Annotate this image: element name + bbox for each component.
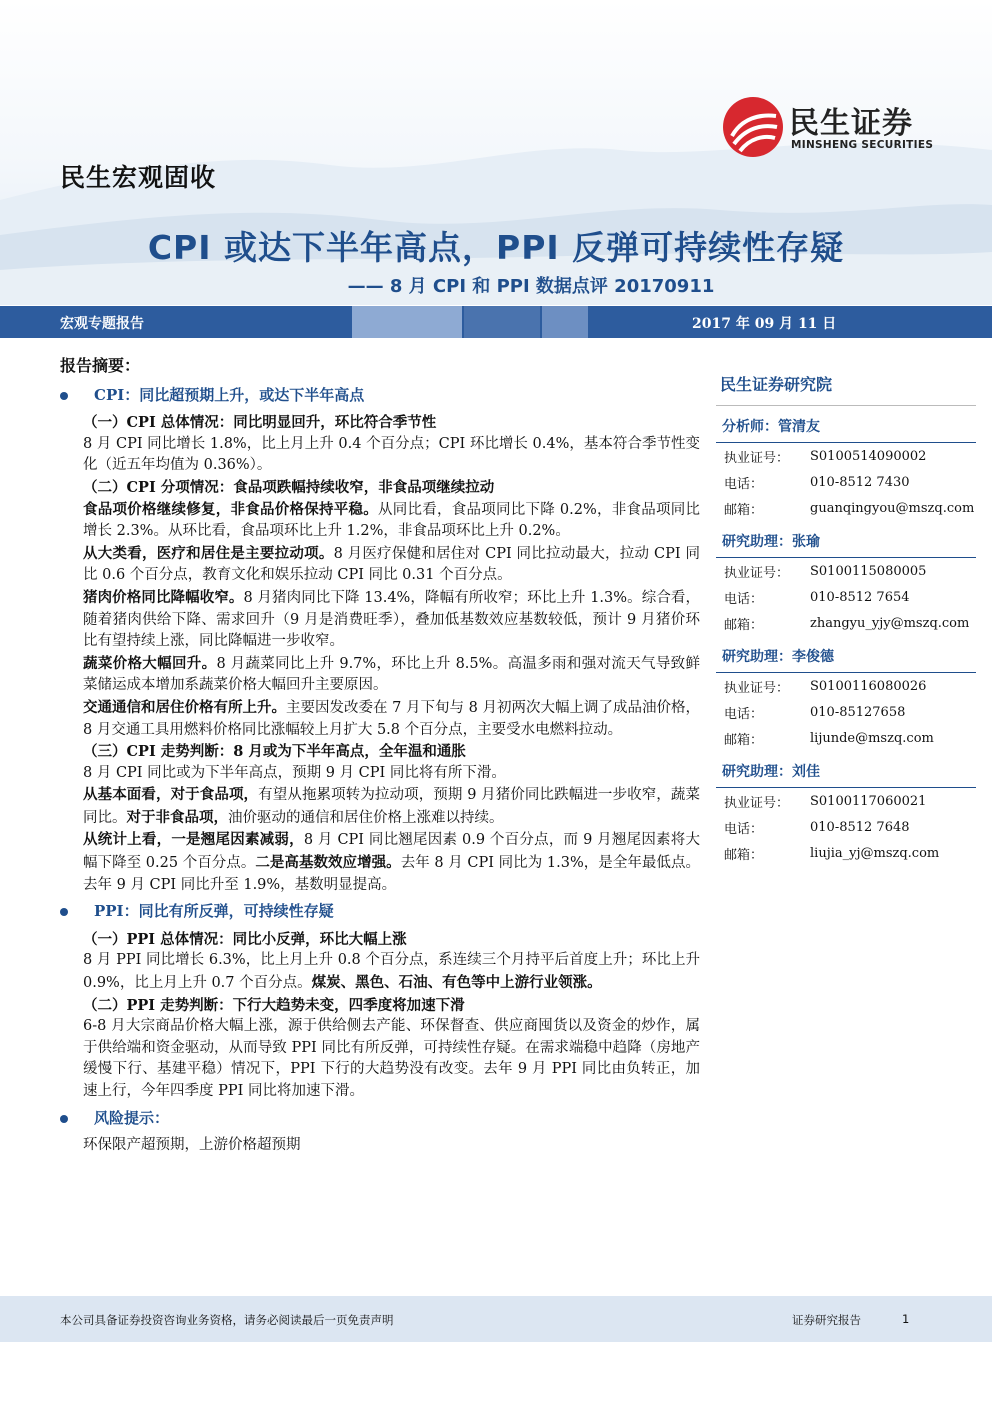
analyst-phone: 电话： 010-85127658: [724, 704, 906, 722]
risk-section-heading: [60, 1108, 700, 1130]
risk-heading-text: 风险提示：: [94, 1108, 170, 1127]
bullet-icon: [60, 392, 68, 400]
ppi-paragraph-1: 8 月 PPI 同比增长 6.3%，比上月上升 0.8 个百分点，系连续三个月持平后首度上升；环比上升 0.9%，比上月上升 0.7 个百分点。煤炭、黑色、石油、有色等中上游行业领涨。: [83, 952, 700, 992]
page-number: 1: [902, 1312, 910, 1326]
ppi-paragraph-2: 6-8 月大宗商品价格大幅上涨，源于供给侧去产能、环保督查、供应商囤货以及资金的炒作，属于供给端和资金驱动，从而导致 PPI 同比有所反弹，可持续性存疑。在需求端稳中趋降（房地产缓慢下行、基建平稳）情况下，PPI 下行的大趋势没有改变。去年 9 月 PPI 同比由负转正，加速上行，今年四季度 PPI 同比将加速下滑。: [83, 1018, 700, 1099]
ppi-subheading-2: （二）PPI 走势判断：下行大趋势未变，四季度将加速下滑: [83, 996, 465, 1014]
report-date: 2017 年 09 月 11 日: [692, 316, 837, 332]
analyst-cert: 执业证号： S0100514090002: [724, 448, 927, 466]
analyst-cert: 执业证号： S0100116080026: [724, 678, 927, 696]
cpi-paragraph-6: 交通通信和居住价格有所上升。主要因发改委在 7 月下旬与 8 月初两次大幅上调了成品油价格，8 月交通工具用燃料价格同比涨幅较上月扩大 5.8 个百分点，主要受水电燃料拉动。: [83, 698, 701, 738]
company-logo: [722, 96, 962, 160]
footer-disclaimer: 本公司具备证券投资咨询业务资格，请务必阅读最后一页免责声明: [60, 1313, 394, 1327]
logo-emblem-icon: [722, 96, 784, 158]
logo-name-cn: 民生证券: [789, 106, 913, 141]
ppi-section-heading: [60, 901, 700, 923]
brand-title: 民生宏观固收: [60, 163, 217, 192]
cpi-subheading-1: （一）CPI 总体情况：同比明显回升，环比符合季节性: [83, 414, 437, 432]
cpi-paragraph-5: 蔬菜价格大幅回升。8 月蔬菜同比上升 9.7%，环比上升 8.5%。高温多雨和强对流天气导致鲜菜储运成本增加系蔬菜价格大幅回升主要原因。: [83, 654, 700, 694]
report-subtitle: —— 8 月 CPI 和 PPI 数据点评 20170911: [347, 276, 715, 297]
cpi-paragraph-1: 8 月 CPI 同比增长 1.8%，比上月上升 0.4 个百分点；CPI 环比增长 0.4%，基本符合季节性变化（近五年均值为 0.36%）。: [83, 435, 700, 474]
cpi-paragraph-7: 8 月 CPI 同比或为下半年高点，预期 9 月 CPI 同比将有所下滑。: [83, 764, 506, 781]
analyst-name: 研究助理：刘佳: [716, 751, 976, 788]
analyst-phone: 电话： 010-8512 7648: [724, 819, 910, 837]
analyst-name: 研究助理：张瑜: [716, 521, 976, 558]
analyst-sidebar: [716, 358, 976, 866]
cpi-section-heading: [60, 385, 700, 407]
cpi-paragraph-8: 从基本面看，对于食品项，有望从拖累项转为拉动项，预期 9 月猪价同比跌幅进一步收窄，蔬菜同比。对于非食品项，油价驱动的通信和居住价格上涨难以持续。: [83, 786, 700, 826]
report-type: 宏观专题报告: [60, 316, 144, 332]
cpi-paragraph-4: 猪肉价格同比降幅收窄。8 月猪肉同比下降 13.4%，降幅有所收窄；环比上升 1.3%。综合看，随着猪肉供给下降、需求回升（9 月是消费旺季），叠加低基数效应基数较低，预计 9 月猪价环比有望持续上涨，同比降幅进一步收窄。: [83, 588, 700, 650]
risk-text: 环保限产超预期，上游价格超预期: [83, 1137, 301, 1154]
report-title: CPI 或达下半年高点，PPI 反弹可持续性存疑: [147, 228, 845, 267]
analyst-email[interactable]: 邮箱： lijunde@mszq.com: [724, 730, 934, 748]
bullet-icon: [60, 1115, 68, 1123]
analyst-name: 研究助理：李俊德: [716, 636, 976, 673]
cpi-paragraph-2: 食品项价格继续修复，非食品价格保持平稳。从同比看，食品项同比下降 0.2%，非食品项同比增长 2.3%。从环比看，食品项环比上升 1.2%，非食品项环比上升 0.2%。: [83, 500, 700, 540]
analyst-phone: 电话： 010-8512 7430: [724, 474, 910, 492]
analyst-block: [716, 521, 976, 636]
info-bar-segment: [464, 306, 540, 338]
analyst-block: [716, 406, 976, 521]
cpi-subheading-3: （三）CPI 走势判断：8 月或为下半年高点，全年温和通胀: [83, 743, 466, 761]
abstract-label: 报告摘要：: [60, 356, 141, 375]
analyst-cert: 执业证号： S0100117060021: [724, 793, 927, 811]
info-bar-segment: [542, 306, 588, 338]
analyst-cert: 执业证号： S0100115080005: [724, 563, 927, 581]
bullet-icon: [60, 908, 68, 916]
ppi-heading-text: PPI：同比有所反弹，可持续性存疑: [94, 902, 334, 921]
analyst-phone: 电话： 010-8512 7654: [724, 589, 910, 607]
logo-name-en: MINSHENG SECURITIES: [791, 139, 934, 151]
analyst-name: 分析师：管清友: [716, 406, 976, 443]
institute-name: 民生证券研究院: [716, 358, 976, 406]
ppi-subheading-1: （一）PPI 总体情况：同比小反弹，环比大幅上涨: [83, 930, 407, 948]
cpi-paragraph-9: 从统计上看，一是翘尾因素减弱，8 月 CPI 同比翘尾因素 0.9 个百分点，而 9 月翘尾因素将大幅下降至 0.25 个百分点。二是高基数效应增强。去年 8 月 CPI 同比为 1.3%，是全年最低点。去年 9 月 CPI 同比升至 1.9%，基数明显提高。: [83, 831, 700, 893]
report-summary: [60, 355, 700, 1157]
cpi-heading-text: CPI：同比超预期上升，或达下半年高点: [94, 385, 365, 404]
analyst-block: [716, 636, 976, 751]
analyst-email[interactable]: 邮箱： zhangyu_yjy@mszq.com: [724, 615, 970, 633]
info-bar-segment: [352, 306, 462, 338]
analyst-email[interactable]: 邮箱： guanqingyou@mszq.com: [724, 500, 975, 518]
footer-report-label: 证券研究报告: [792, 1313, 861, 1327]
cpi-subheading-2: （二）CPI 分项情况：食品项跌幅持续收窄，非食品项继续拉动: [83, 478, 495, 496]
analyst-block: [716, 751, 976, 866]
cpi-paragraph-3: 从大类看，医疗和居住是主要拉动项。8 月医疗保健和居住对 CPI 同比拉动最大，拉动 CPI 同比 0.6 个百分点，教育文化和娱乐拉动 CPI 同比 0.31 个百分点。: [83, 544, 700, 584]
analyst-email[interactable]: 邮箱： liujia_yj@mszq.com: [724, 845, 940, 863]
